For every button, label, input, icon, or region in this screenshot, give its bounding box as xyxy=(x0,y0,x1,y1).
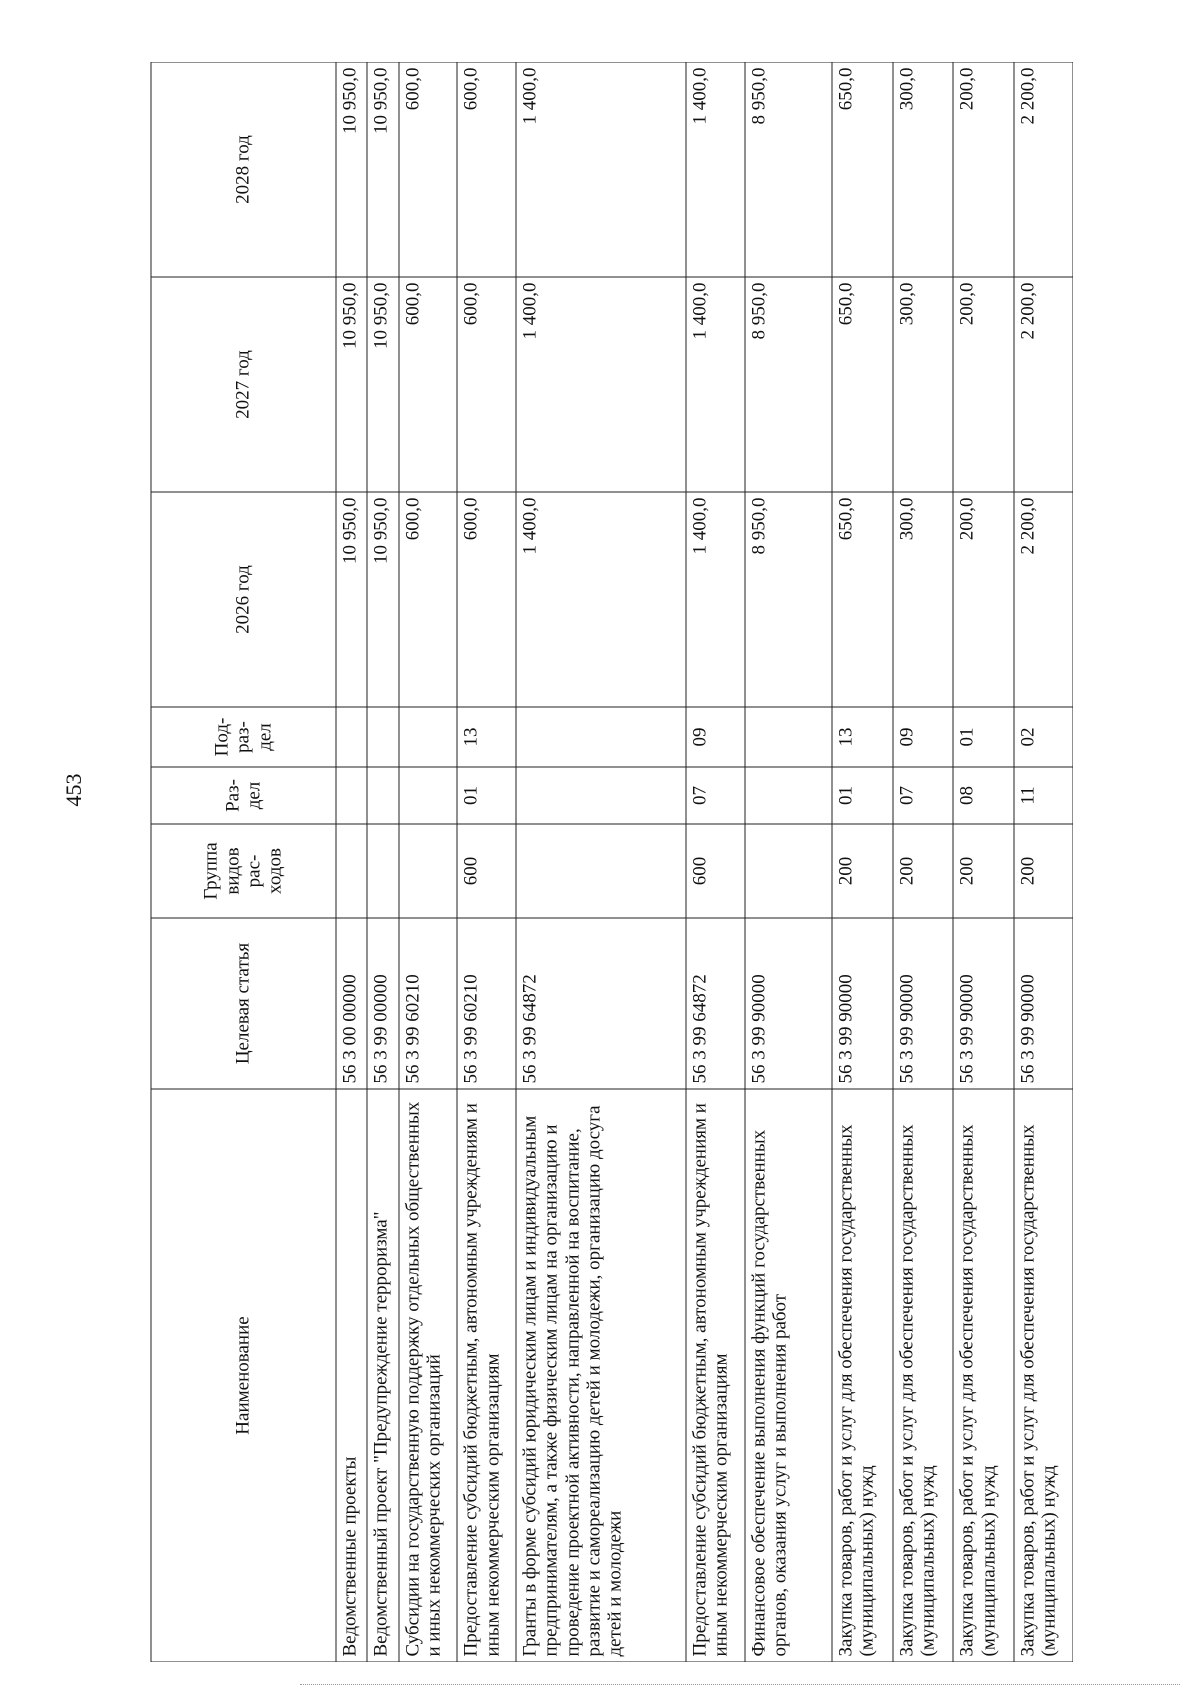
row-section: 07 xyxy=(686,767,745,824)
row-value-2026: 300,0 xyxy=(892,492,953,707)
row-name: Субсидии на государственную поддержку отдельных общественных и иных некоммерческих организаций xyxy=(398,1089,457,1662)
row-value-2027: 1 400,0 xyxy=(686,277,745,492)
row-value-2026: 200,0 xyxy=(953,492,1014,707)
row-value-2028: 200,0 xyxy=(953,62,1014,277)
row-expense-group xyxy=(367,824,398,918)
row-name: Ведомственный проект "Предупреждение терроризма" xyxy=(367,1089,398,1662)
row-subsection xyxy=(516,707,686,767)
row-name: Предоставление субсидий бюджетным, автономным учреждениям и иным некоммерческим организациям xyxy=(686,1089,745,1662)
budget-table-container xyxy=(150,62,1073,1662)
page-number: 453 xyxy=(61,773,86,807)
budget-table xyxy=(150,62,1073,1662)
row-expense-group xyxy=(516,824,686,918)
row-expense-group: 600 xyxy=(686,824,745,918)
row-name: Закупка товаров, работ и услуг для обеспечения государственных (муниципальных) нужд xyxy=(831,1089,892,1662)
row-target-article: 56 3 99 90000 xyxy=(831,918,892,1089)
row-value-2027: 10 950,0 xyxy=(336,277,367,492)
row-name: Закупка товаров, работ и услуг для обеспечения государственных (муниципальных) нужд xyxy=(953,1089,1014,1662)
scan-artifact-line xyxy=(300,1684,1180,1686)
row-subsection: 09 xyxy=(686,707,745,767)
row-target-article: 56 3 99 64872 xyxy=(686,918,745,1089)
row-expense-group: 600 xyxy=(457,824,516,918)
row-name: Закупка товаров, работ и услуг для обеспечения государственных (муниципальных) нужд xyxy=(892,1089,953,1662)
row-section: 01 xyxy=(457,767,516,824)
table-row xyxy=(1014,62,1073,1662)
row-name: Закупка товаров, работ и услуг для обеспечения государственных (муниципальных) нужд xyxy=(1014,1089,1073,1662)
row-section xyxy=(336,767,367,824)
row-target-article: 56 3 99 90000 xyxy=(1014,918,1073,1089)
row-value-2027: 200,0 xyxy=(953,277,1014,492)
row-target-article: 56 3 99 90000 xyxy=(953,918,1014,1089)
row-subsection xyxy=(367,707,398,767)
row-target-article: 56 3 99 64872 xyxy=(516,918,686,1089)
row-target-article: 56 3 99 90000 xyxy=(744,918,831,1089)
row-section xyxy=(367,767,398,824)
header-section: Раз- дел xyxy=(151,767,336,824)
row-value-2028: 8 950,0 xyxy=(744,62,831,277)
row-value-2027: 600,0 xyxy=(398,277,457,492)
row-subsection: 02 xyxy=(1014,707,1073,767)
row-subsection: 13 xyxy=(457,707,516,767)
row-value-2027: 2 200,0 xyxy=(1014,277,1073,492)
row-value-2027: 650,0 xyxy=(831,277,892,492)
row-value-2026: 600,0 xyxy=(457,492,516,707)
row-value-2028: 2 200,0 xyxy=(1014,62,1073,277)
row-value-2026: 1 400,0 xyxy=(516,492,686,707)
table-row xyxy=(831,62,892,1662)
row-value-2028: 10 950,0 xyxy=(336,62,367,277)
row-value-2028: 650,0 xyxy=(831,62,892,277)
row-expense-group: 200 xyxy=(892,824,953,918)
table-row xyxy=(336,62,367,1662)
row-subsection xyxy=(336,707,367,767)
row-target-article: 56 3 99 00000 xyxy=(367,918,398,1089)
row-section: 11 xyxy=(1014,767,1073,824)
row-expense-group: 200 xyxy=(1014,824,1073,918)
row-section: 07 xyxy=(892,767,953,824)
row-value-2026: 8 950,0 xyxy=(744,492,831,707)
row-subsection: 01 xyxy=(953,707,1014,767)
row-expense-group: 200 xyxy=(953,824,1014,918)
row-value-2026: 10 950,0 xyxy=(367,492,398,707)
row-section: 01 xyxy=(831,767,892,824)
table-row xyxy=(398,62,457,1662)
row-value-2028: 10 950,0 xyxy=(367,62,398,277)
row-target-article: 56 3 99 90000 xyxy=(892,918,953,1089)
row-name: Предоставление субсидий бюджетным, автономным учреждениям и иным некоммерческим организациям xyxy=(457,1089,516,1662)
header-target-article: Целевая статья xyxy=(151,918,336,1089)
row-value-2028: 300,0 xyxy=(892,62,953,277)
row-section xyxy=(744,767,831,824)
row-value-2027: 10 950,0 xyxy=(367,277,398,492)
row-section xyxy=(516,767,686,824)
header-expense-group: Группа видов рас- ходов xyxy=(151,824,336,918)
row-expense-group xyxy=(744,824,831,918)
row-value-2026: 10 950,0 xyxy=(336,492,367,707)
header-subsection: Под- раз- дел xyxy=(151,707,336,767)
row-section: 08 xyxy=(953,767,1014,824)
row-expense-group xyxy=(336,824,367,918)
table-row xyxy=(686,62,745,1662)
row-target-article: 56 3 99 60210 xyxy=(398,918,457,1089)
row-value-2026: 650,0 xyxy=(831,492,892,707)
row-expense-group xyxy=(398,824,457,918)
table-row xyxy=(457,62,516,1662)
table-row xyxy=(953,62,1014,1662)
row-subsection: 13 xyxy=(831,707,892,767)
header-year-2028: 2028 год xyxy=(151,62,336,277)
header-name: Наименование xyxy=(151,1089,336,1662)
row-expense-group: 200 xyxy=(831,824,892,918)
row-value-2028: 1 400,0 xyxy=(686,62,745,277)
row-name: Гранты в форме субсидий юридическим лицам и индивидуальным предпринимателям, а также физическим лицам на организацию и проведение проектной активности, направленной на воспитание, развитие и самореализацию детей и молодежи, организацию досуга детей и молодежи xyxy=(516,1089,686,1662)
row-value-2026: 2 200,0 xyxy=(1014,492,1073,707)
row-subsection: 09 xyxy=(892,707,953,767)
row-value-2028: 600,0 xyxy=(398,62,457,277)
row-value-2026: 1 400,0 xyxy=(686,492,745,707)
header-year-2027: 2027 год xyxy=(151,277,336,492)
row-value-2027: 300,0 xyxy=(892,277,953,492)
row-value-2028: 1 400,0 xyxy=(516,62,686,277)
row-value-2027: 8 950,0 xyxy=(744,277,831,492)
table-header-row xyxy=(151,62,336,1662)
table-row xyxy=(367,62,398,1662)
row-subsection xyxy=(744,707,831,767)
row-value-2026: 600,0 xyxy=(398,492,457,707)
row-name: Ведомственные проекты xyxy=(336,1089,367,1662)
row-value-2027: 1 400,0 xyxy=(516,277,686,492)
row-value-2027: 600,0 xyxy=(457,277,516,492)
row-subsection xyxy=(398,707,457,767)
row-target-article: 56 3 00 00000 xyxy=(336,918,367,1089)
table-row xyxy=(744,62,831,1662)
table-row xyxy=(516,62,686,1662)
table-row xyxy=(892,62,953,1662)
row-target-article: 56 3 99 60210 xyxy=(457,918,516,1089)
header-year-2026: 2026 год xyxy=(151,492,336,707)
row-name: Финансовое обеспечение выполнения функций государственных органов, оказания услуг и выполнения работ xyxy=(744,1089,831,1662)
row-section xyxy=(398,767,457,824)
row-value-2028: 600,0 xyxy=(457,62,516,277)
